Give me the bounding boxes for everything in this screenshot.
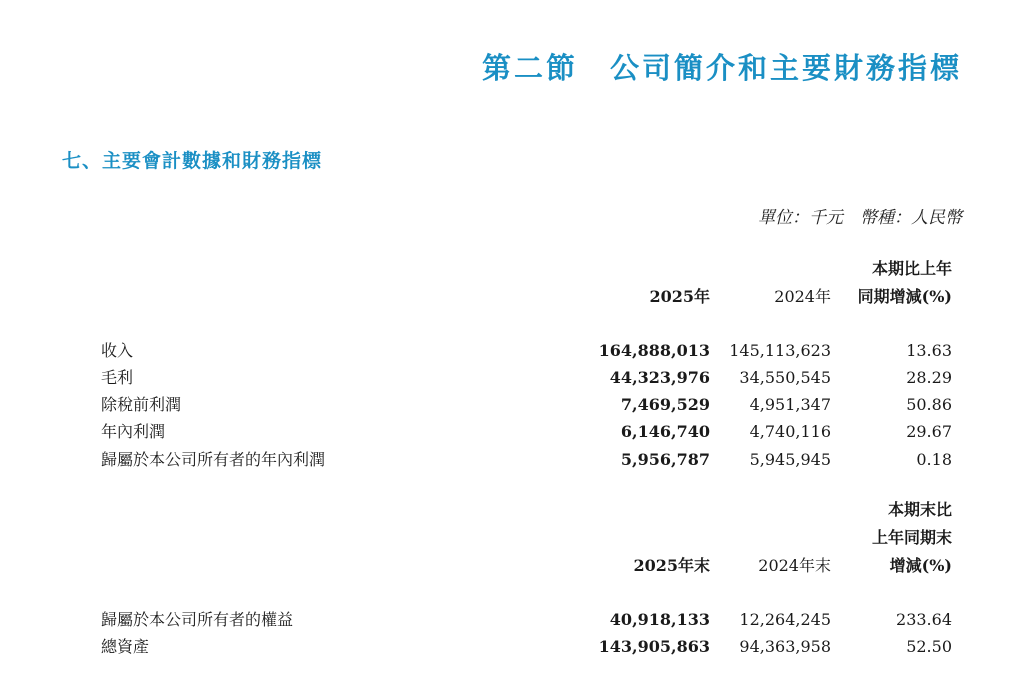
row-label: 除稅前利潤 (101, 395, 182, 414)
value-2025: 40,918,133 (609, 610, 710, 629)
row-label: 總資產 (101, 637, 150, 656)
table1-header-change-line2: 同期增減(%) (857, 287, 952, 306)
value-change: 50.86 (906, 395, 952, 414)
value-2025: 5,956,787 (620, 450, 710, 469)
value-2024: 4,951,347 (749, 395, 831, 414)
table2-header-change-line1: 本期末比 (887, 500, 952, 519)
value-change: 233.64 (896, 610, 952, 629)
row-label: 毛利 (101, 368, 134, 387)
table2-header-2024: 2024年末 (758, 556, 831, 575)
table2-header-2025: 2025年末 (633, 556, 710, 575)
value-2025: 143,905,863 (598, 637, 710, 656)
value-2025: 6,146,740 (620, 422, 710, 441)
value-2024: 94,363,958 (739, 637, 831, 656)
value-2024: 4,740,116 (749, 422, 831, 441)
table1-header-change-line1: 本期比上年 (871, 259, 952, 278)
unit-note: 單位：千元 幣種：人民幣 (758, 208, 962, 228)
value-change: 28.29 (906, 368, 952, 387)
row-label: 歸屬於本公司所有者的年內利潤 (101, 450, 326, 469)
row-label: 歸屬於本公司所有者的權益 (101, 610, 294, 629)
sub-heading: 七、主要會計數據和財務指標 (62, 150, 323, 172)
row-label: 收入 (101, 341, 134, 360)
table2-header-change-line3: 增減(%) (889, 556, 952, 575)
value-change: 52.50 (906, 637, 952, 656)
value-2025: 164,888,013 (598, 341, 710, 360)
value-2024: 34,550,545 (739, 368, 831, 387)
table1-header-2025: 2025年 (649, 287, 710, 306)
section-title: 第二節 公司簡介和主要財務指標 (481, 51, 962, 85)
value-change: 29.67 (906, 422, 952, 441)
value-change: 13.63 (906, 341, 952, 360)
table1-header-2024: 2024年 (774, 287, 831, 306)
table2-header-change-line2: 上年同期末 (871, 528, 952, 547)
value-2024: 5,945,945 (749, 450, 831, 469)
value-change: 0.18 (916, 450, 952, 469)
value-2024: 12,264,245 (739, 610, 831, 629)
value-2024: 145,113,623 (729, 341, 831, 360)
value-2025: 44,323,976 (609, 368, 710, 387)
row-label: 年內利潤 (101, 422, 166, 441)
value-2025: 7,469,529 (620, 395, 710, 414)
